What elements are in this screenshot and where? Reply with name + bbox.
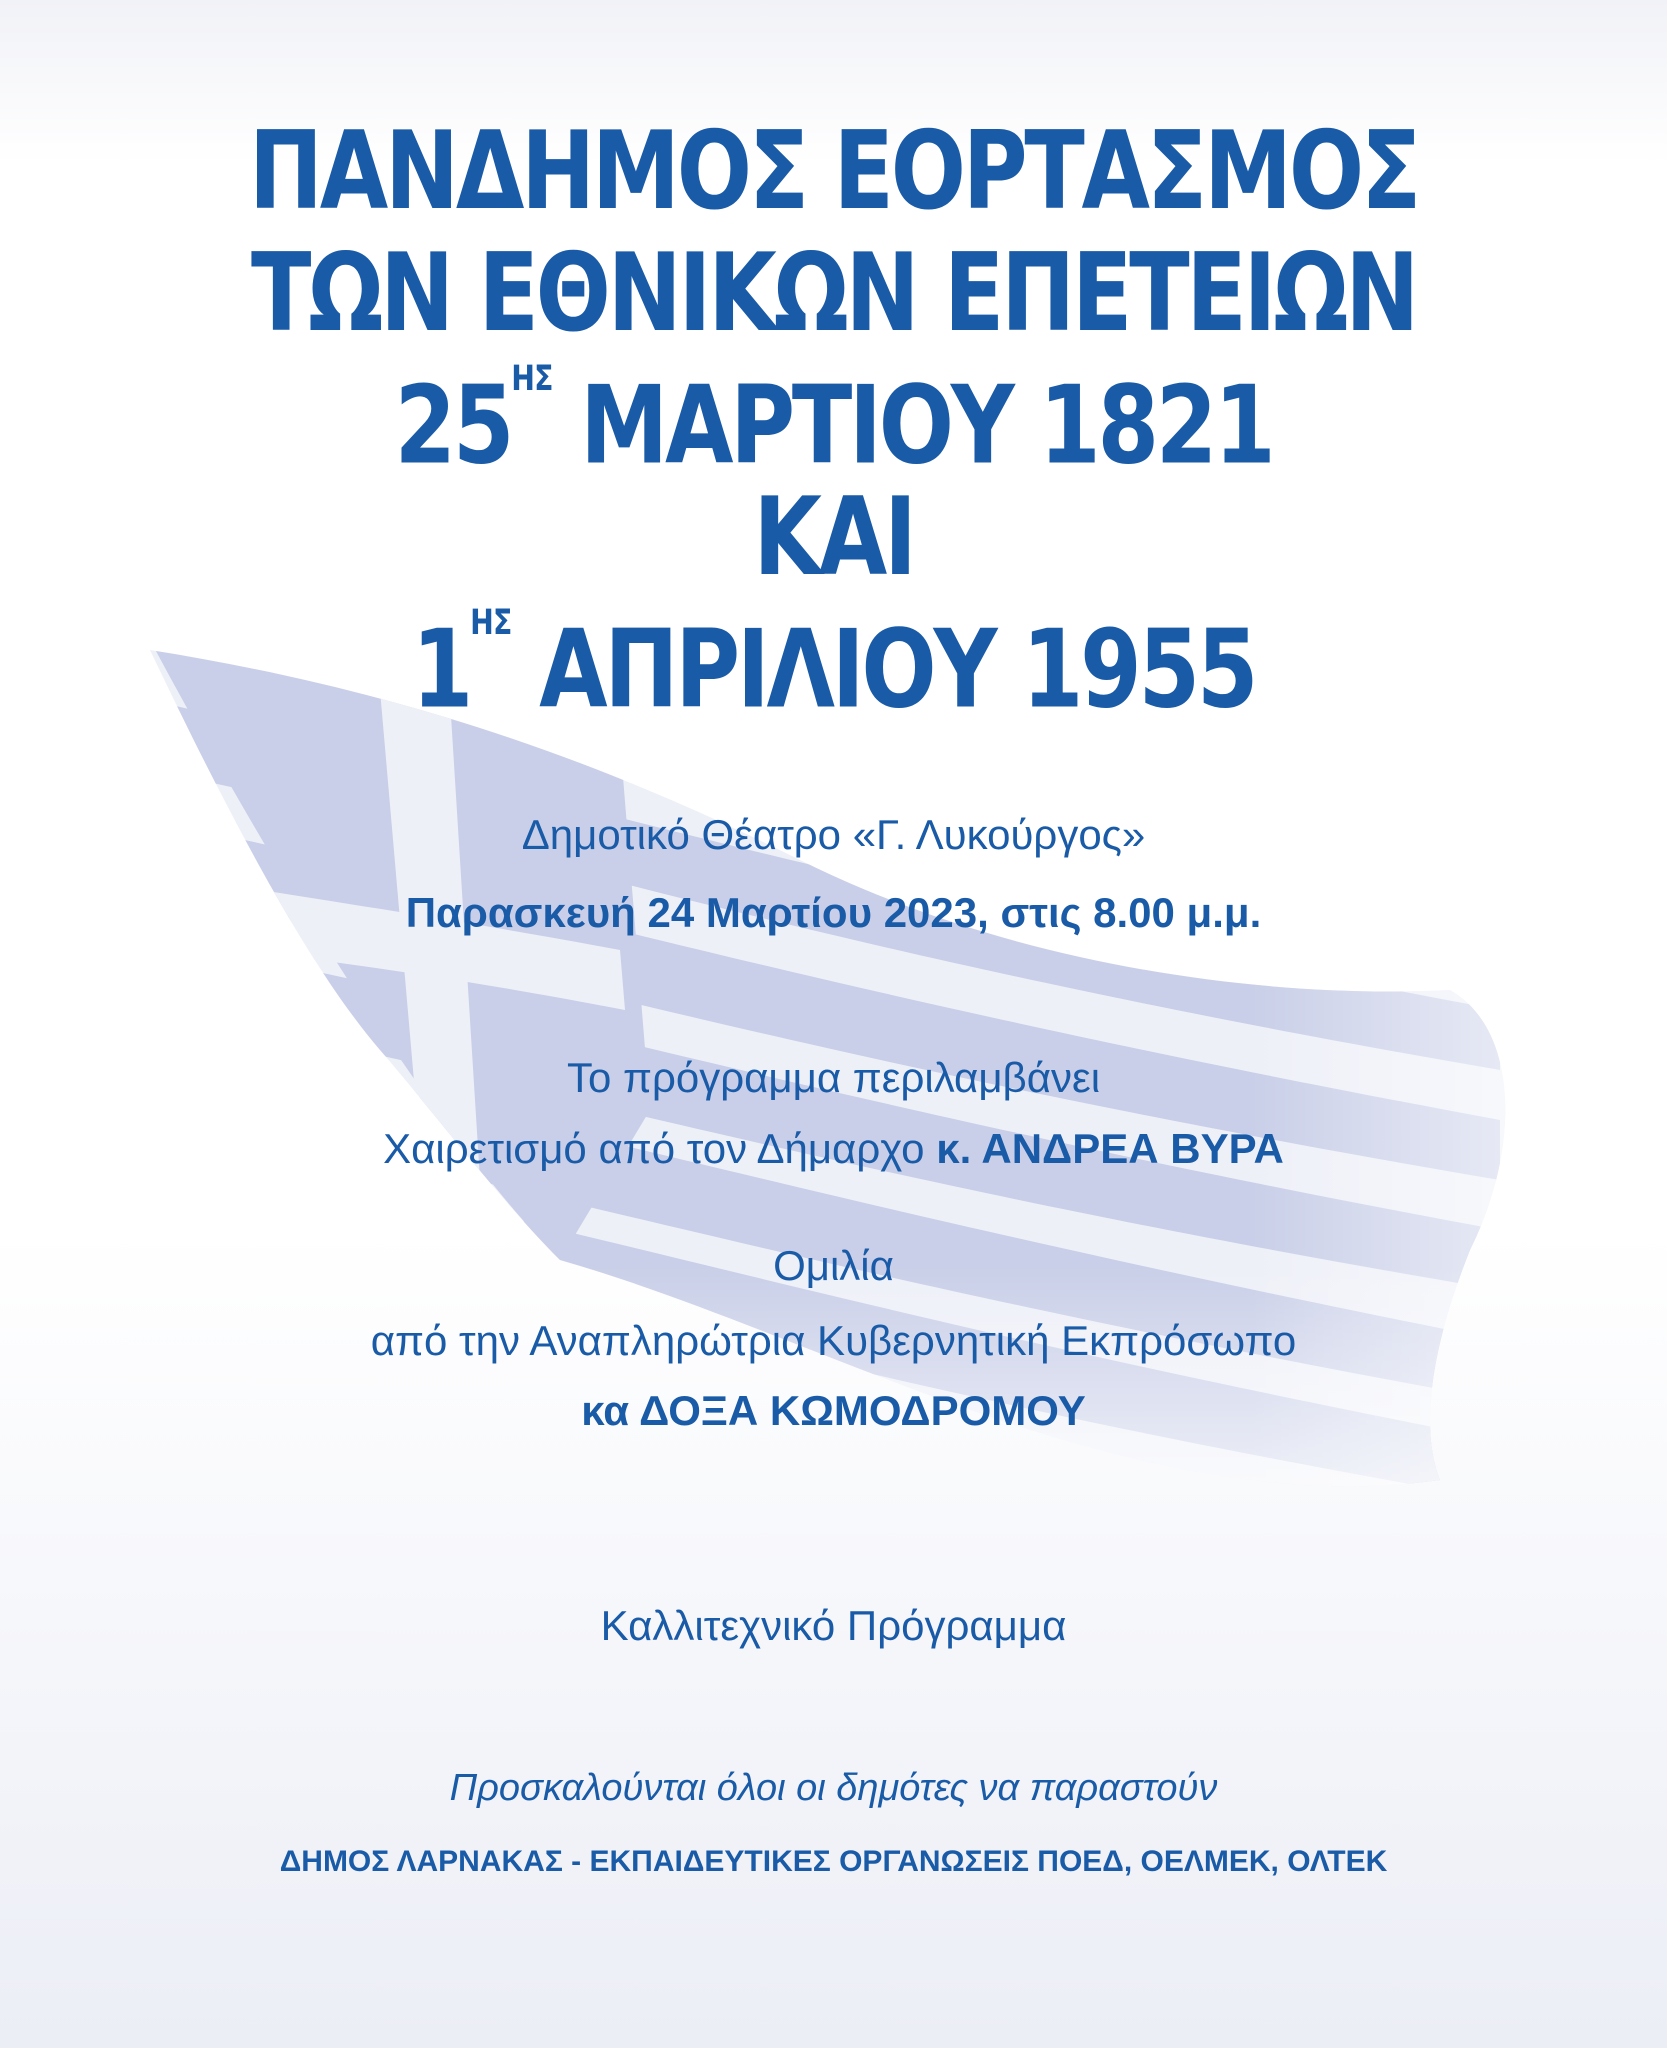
title-line-2: ΤΩΝ ΕΘΝΙΚΩΝ ΕΠΕΤΕΙΩΝ [250,231,1417,356]
title-line-5-ordinal: ΗΣ [470,603,512,643]
title-line-3-ordinal: ΗΣ [511,359,553,399]
program-intro: Το πρόγραμμα περιλαμβάνει [566,1054,1101,1101]
title-line-5-date: ΑΠΡΙΛΙΟΥ 1955 [511,607,1256,733]
venue: Δημοτικό Θέατρο «Γ. Λυκούργος» [521,811,1146,858]
title-line-5 [150,603,1517,733]
organizers: ΔΗΜΟΣ ΛΑΡΝΑΚΑΣ - ΕΚΠΑΙΔΕΥΤΙΚΕΣ ΟΡΓΑΝΩΣΕΙΣ ΠΟΕΔ, ΟΕΛΜΕΚ, ΟΛΤΕΚ [279,1845,1388,1878]
title-line-3-number: 25 [394,363,512,489]
greeting-text: Χαιρετισμό από τον Δήμαρχο [383,1125,937,1172]
title-line-4: ΚΑΙ [753,475,914,600]
event-datetime: Παρασκευή 24 Μαρτίου 2023, στις 8.00 μ.μ. [405,889,1262,936]
artistic-program: Καλλιτεχνικό Πρόγραμμα [600,1602,1067,1649]
title-line-5-number: 1 [411,607,471,733]
mayor-name: κ. ΑΝΔΡΕΑ ΒΥΡΑ [936,1125,1284,1172]
invitation: Προσκαλούνται όλοι οι δημότες να παραστούν [449,1767,1218,1809]
title-line-1: ΠΑΝΔΗΜΟΣ ΕΟΡΤΑΣΜΟΣ [248,109,1419,234]
title-line-3 [150,359,1517,489]
title-line-3-date: ΜΑΡΤΙΟΥ 1821 [552,363,1273,489]
greeting-line [0,1126,1667,1172]
speaker-name: κα ΔΟΞΑ ΚΩΜΟΔΡΟΜΟΥ [581,1387,1086,1434]
speech-label: Ομιλία [773,1242,894,1289]
speech-from: από την Αναπληρώτρια Κυβερνητική Εκπρόσωπο [370,1317,1297,1364]
